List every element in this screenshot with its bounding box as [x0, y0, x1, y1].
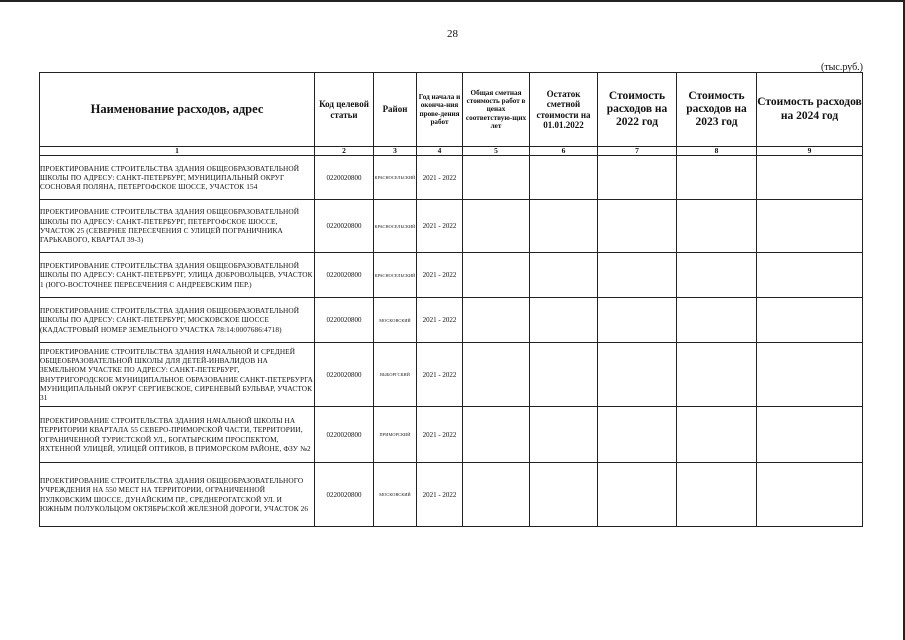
total-cost [463, 343, 530, 407]
total-cost [463, 253, 530, 298]
remainder [530, 156, 598, 200]
expense-name: ПРОЕКТИРОВАНИЕ СТРОИТЕЛЬСТВА ЗДАНИЯ ОБЩЕОБРАЗОВАТЕЛЬНОЙ ШКОЛЫ ПО АДРЕСУ: САНКТ-ПЕТЕРБУРГ, МОСКОВСКОЕ ШОССЕ (КАДАСТРОВЫЙ НОМЕР ЗЕМЕЛЬНОГО УЧАСТКА 78:14:0007686:4718) [40, 298, 315, 343]
cost-2022 [598, 298, 677, 343]
column-number: 3 [374, 147, 417, 156]
header-district: Район [374, 73, 417, 147]
table-row [40, 156, 863, 200]
header-cost-2023: Стоимость расходов на 2023 год [677, 73, 757, 147]
table-row [40, 253, 863, 298]
district: ВЫБОРГСКИЙ [374, 343, 417, 407]
header-name: Наименование расходов, адрес [40, 73, 315, 147]
target-code: 0220020800 [315, 343, 374, 407]
district: МОСКОВСКИЙ [374, 298, 417, 343]
district: КРАСНОСЕЛЬСКИЙ [374, 156, 417, 200]
work-years: 2021 - 2022 [417, 298, 463, 343]
remainder [530, 200, 598, 253]
remainder [530, 298, 598, 343]
cost-2023 [677, 253, 757, 298]
target-code: 0220020800 [315, 463, 374, 527]
expense-name: ПРОЕКТИРОВАНИЕ СТРОИТЕЛЬСТВА ЗДАНИЯ ОБЩЕОБРАЗОВАТЕЛЬНОГО УЧРЕЖДЕНИЯ НА 550 МЕСТ НА ТЕРРИТОРИИ, ОГРАНИЧЕННОЙ ПУЛКОВСКИМ ШОССЕ, ДУНАЙСКИМ ПР., СРЕДНЕРОГАТСКОЙ УЛ. И ЮЖНЫМ ПОЛУКОЛЬЦОМ ОКТЯБРЬСКОЙ ЖЕЛЕЗНОЙ ДОРОГИ, УЧАСТОК 26 [40, 463, 315, 527]
work-years: 2021 - 2022 [417, 463, 463, 527]
target-code: 0220020800 [315, 407, 374, 463]
cost-2022 [598, 156, 677, 200]
column-number: 5 [463, 147, 530, 156]
header-cost-2022: Стоимость расходов на 2022 год [598, 73, 677, 147]
header-total-cost: Общая сметная стоимость работ в ценах соответствую-щих лет [463, 73, 530, 147]
district: КРАСНОСЕЛЬСКИЙ [374, 253, 417, 298]
total-cost [463, 407, 530, 463]
remainder [530, 407, 598, 463]
expense-name: ПРОЕКТИРОВАНИЕ СТРОИТЕЛЬСТВА ЗДАНИЯ ОБЩЕОБРАЗОВАТЕЛЬНОЙ ШКОЛЫ ПО АДРЕСУ: САНКТ-ПЕТЕРБУРГ, УЛИЦА ДОБРОВОЛЬЦЕВ, УЧАСТОК 1 (ЮГО-ВОСТОЧНЕЕ ПЕРЕСЕЧЕНИЯ С АНДРЕЕВСКИМ ПЕР.) [40, 253, 315, 298]
district: ПРИМОРСКИЙ [374, 407, 417, 463]
cost-2024 [757, 343, 863, 407]
target-code: 0220020800 [315, 200, 374, 253]
units-label: (тыс.руб.) [820, 62, 863, 73]
budget-table [39, 72, 863, 527]
column-number: 7 [598, 147, 677, 156]
expense-name: ПРОЕКТИРОВАНИЕ СТРОИТЕЛЬСТВА ЗДАНИЯ ОБЩЕОБРАЗОВАТЕЛЬНОЙ ШКОЛЫ ПО АДРЕСУ: САНКТ-ПЕТЕРБУРГ, МУНИЦИПАЛЬНЫЙ ОКРУГ СОСНОВАЯ ПОЛЯНА, ПЕТЕРГОФСКОЕ ШОССЕ, УЧАСТОК 154 [40, 156, 315, 200]
cost-2022 [598, 407, 677, 463]
cost-2023 [677, 343, 757, 407]
target-code: 0220020800 [315, 156, 374, 200]
cost-2022 [598, 343, 677, 407]
cost-2022 [598, 253, 677, 298]
header-years: Год начала и оконча-ния прове-дения работ [417, 73, 463, 147]
table-row [40, 298, 863, 343]
cost-2024 [757, 156, 863, 200]
cost-2022 [598, 200, 677, 253]
column-number-row [40, 147, 863, 156]
work-years: 2021 - 2022 [417, 156, 463, 200]
table-row [40, 463, 863, 527]
expense-name: ПРОЕКТИРОВАНИЕ СТРОИТЕЛЬСТВА ЗДАНИЯ НАЧАЛЬНОЙ И СРЕДНЕЙ ОБЩЕОБРАЗОВАТЕЛЬНОЙ ШКОЛЫ ДЛЯ ДЕТЕЙ-ИНВАЛИДОВ НА ЗЕМЕЛЬНОМ УЧАСТКЕ ПО АДРЕСУ: САНКТ-ПЕТЕРБУРГ, ВНУТРИГОРОДСКОЕ МУНИЦИПАЛЬНОЕ ОБРАЗОВАНИЕ САНКТ-ПЕТЕРБУРГА МУНИЦИПАЛЬНЫЙ ОКРУГ СЕРГИЕВСКОЕ, СИРЕНЕВЫЙ БУЛЬВАР, УЧАСТОК 31 [40, 343, 315, 407]
work-years: 2021 - 2022 [417, 200, 463, 253]
cost-2023 [677, 298, 757, 343]
work-years: 2021 - 2022 [417, 253, 463, 298]
work-years: 2021 - 2022 [417, 407, 463, 463]
column-number: 1 [40, 147, 315, 156]
district: МОСКОВСКИЙ [374, 463, 417, 527]
header-code: Код целевой статьи [315, 73, 374, 147]
cost-2023 [677, 156, 757, 200]
expense-name: ПРОЕКТИРОВАНИЕ СТРОИТЕЛЬСТВА ЗДАНИЯ ОБЩЕОБРАЗОВАТЕЛЬНОЙ ШКОЛЫ ПО АДРЕСУ: САНКТ-ПЕТЕРБУРГ, ПЕТЕРГОФСКОЕ ШОССЕ, УЧАСТОК 25 (СЕВЕРНЕЕ ПЕРЕСЕЧЕНИЯ С УЛИЦЕЙ ПОГРАНИЧНИКА ГАРЬКАВОГО, КВАРТАЛ 39-3) [40, 200, 315, 253]
header-cost-2024: Стоимость расходов на 2024 год [757, 73, 863, 147]
total-cost [463, 298, 530, 343]
target-code: 0220020800 [315, 298, 374, 343]
total-cost [463, 463, 530, 527]
cost-2024 [757, 200, 863, 253]
cost-2024 [757, 463, 863, 527]
column-number: 8 [677, 147, 757, 156]
total-cost [463, 200, 530, 253]
cost-2024 [757, 253, 863, 298]
table-row [40, 343, 863, 407]
target-code: 0220020800 [315, 253, 374, 298]
column-number: 9 [757, 147, 863, 156]
expense-name: ПРОЕКТИРОВАНИЕ СТРОИТЕЛЬСТВА ЗДАНИЯ НАЧАЛЬНОЙ ШКОЛЫ НА ТЕРРИТОРИИ КВАРТАЛА 55 СЕВЕРО-ПРИМОРСКОЙ ЧАСТИ, ТЕРРИТОРИИ, ОГРАНИЧЕННОЙ ТУРИСТСКОЙ УЛ., БОГАТЫРСКИМ ПРОСПЕКТОМ, ЯХТЕННОЙ УЛИЦЕЙ, УЛИЦЕЙ ОПТИКОВ, В ПРИМОРСКОМ РАЙОНЕ, ФЗУ №2 [40, 407, 315, 463]
table-row [40, 407, 863, 463]
page-number: 28 [447, 28, 458, 40]
remainder [530, 463, 598, 527]
cost-2023 [677, 463, 757, 527]
header-row [40, 73, 863, 147]
column-number: 2 [315, 147, 374, 156]
remainder [530, 253, 598, 298]
total-cost [463, 156, 530, 200]
district: КРАСНОСЕЛЬСКИЙ [374, 200, 417, 253]
scan-frame-top [0, 0, 905, 2]
cost-2023 [677, 200, 757, 253]
cost-2023 [677, 407, 757, 463]
column-number: 6 [530, 147, 598, 156]
work-years: 2021 - 2022 [417, 343, 463, 407]
cost-2024 [757, 298, 863, 343]
table-row [40, 200, 863, 253]
cost-2022 [598, 463, 677, 527]
cost-2024 [757, 407, 863, 463]
header-remainder: Остаток сметной стоимости на 01.01.2022 [530, 73, 598, 147]
remainder [530, 343, 598, 407]
column-number: 4 [417, 147, 463, 156]
